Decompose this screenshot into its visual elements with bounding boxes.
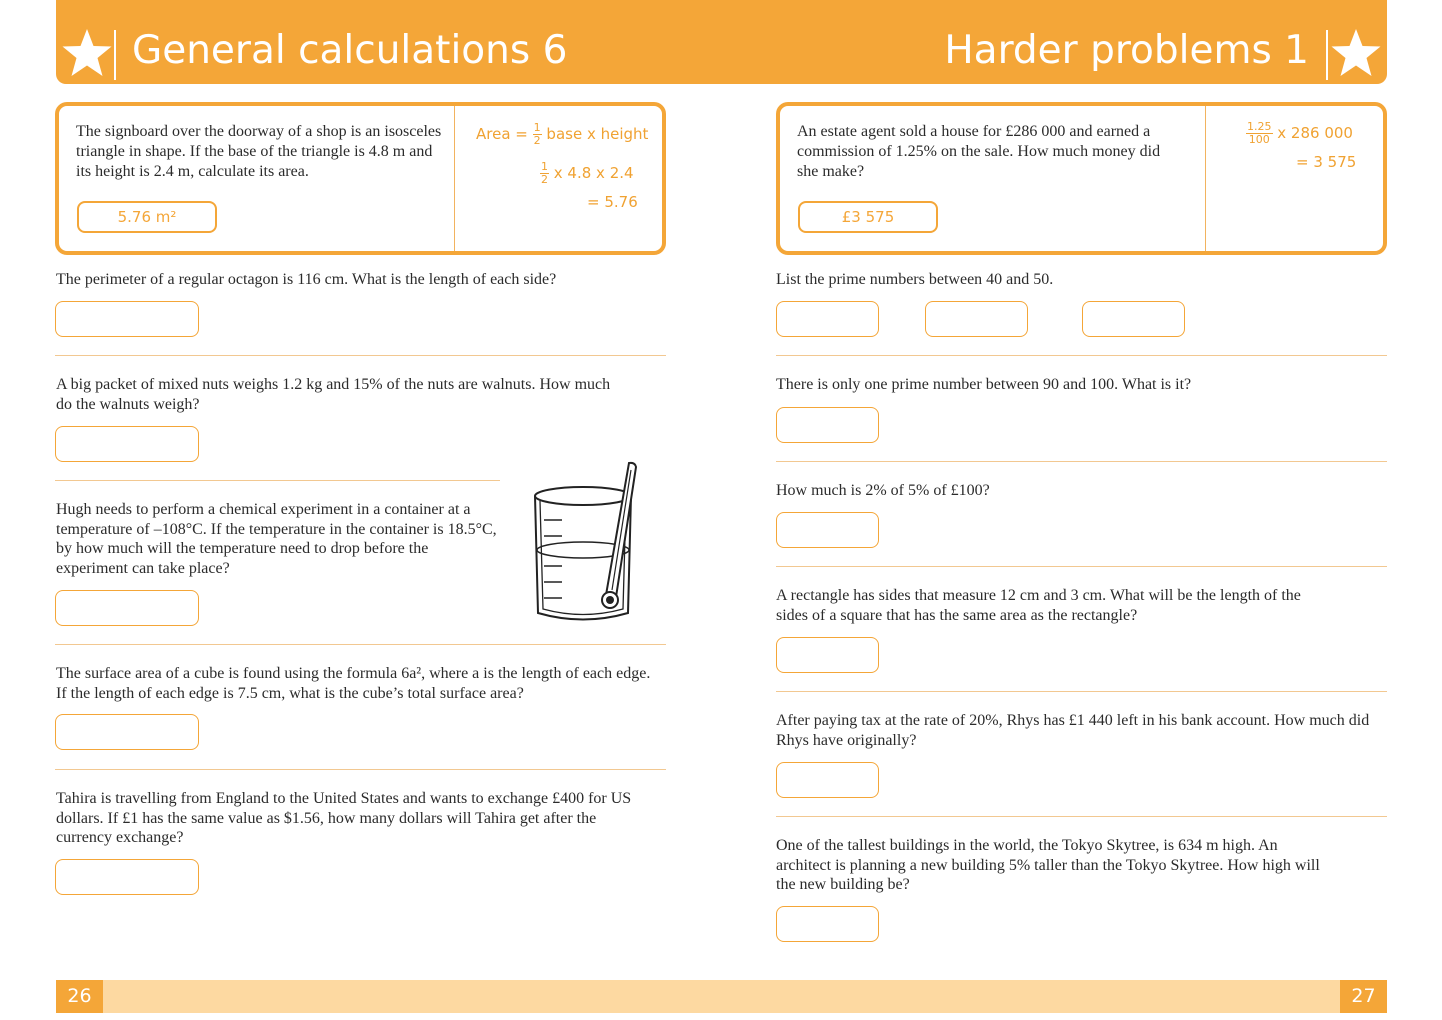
question-text: Hugh needs to perform a chemical experiment in a container at a temperature of –108°C. If the temperature in the container is 18.5°C, by how much will the temperature need to drop before the experiment can take place?	[56, 501, 497, 577]
question-text: There is only one prime number between 90 and 100. What is it?	[776, 376, 1192, 393]
divider	[55, 644, 666, 645]
answer-box[interactable]	[925, 301, 1028, 337]
divider	[776, 355, 1387, 356]
divider	[776, 691, 1387, 692]
question-text: Tahira is travelling from England to the United States and wants to exchange £400 for US dollars. If £1 has the same value as $1.56, how many dollars will Tahira get after the currency exchange?	[56, 790, 632, 846]
right-page-title: Harder problems 1	[944, 28, 1309, 73]
working-line-2	[540, 161, 634, 186]
working-line-1	[476, 122, 648, 147]
fraction-denominator: 100	[1248, 133, 1270, 146]
star-icon	[59, 26, 115, 82]
example-divider	[454, 106, 455, 251]
fraction-denominator: 2	[541, 173, 548, 186]
answer-box[interactable]	[55, 859, 199, 895]
question-text: List the prime numbers between 40 and 50.	[776, 271, 1054, 288]
answer-box[interactable]	[1082, 301, 1185, 337]
example-answer-box: 5.76 m²	[77, 201, 217, 233]
divider	[776, 566, 1387, 567]
answer-box[interactable]	[55, 714, 199, 750]
star-icon	[1328, 26, 1384, 82]
page-number-right: 27	[1340, 980, 1387, 1013]
answer-box[interactable]	[776, 906, 879, 942]
fraction-denominator: 2	[533, 134, 541, 147]
answer-box[interactable]	[776, 637, 879, 673]
fraction-numerator: 1	[533, 121, 541, 134]
fraction-numerator: 1	[541, 160, 548, 173]
question-text: One of the tallest buildings in the world, the Tokyo Skytree, is 634 m high. An architect is planning a new building 5% taller than the Tokyo Skytree. How high will the new building be?	[776, 837, 1320, 893]
fraction	[1246, 121, 1273, 146]
example-answer-box: £3 575	[798, 201, 938, 233]
divider	[776, 816, 1387, 817]
divider	[55, 355, 666, 356]
working-text: base x height	[546, 125, 649, 143]
working-text: x 286 000	[1277, 124, 1353, 142]
page-number-left: 26	[56, 980, 103, 1013]
example-question: An estate agent sold a house for £286 000 and earned a commission of 1.25% on the sale. How much money did she make?	[797, 123, 1161, 180]
question-text: After paying tax at the rate of 20%, Rhys has £1 440 left in his bank account. How much did Rhys have originally?	[776, 712, 1370, 749]
question-text: The perimeter of a regular octagon is 116 cm. What is the length of each side?	[56, 271, 557, 288]
left-page-title: General calculations 6	[132, 28, 568, 73]
answer-box[interactable]	[55, 426, 199, 462]
answer-box[interactable]	[55, 590, 199, 626]
fraction	[533, 122, 542, 147]
example-divider	[1205, 106, 1206, 251]
question-text: A big packet of mixed nuts weighs 1.2 kg and 15% of the nuts are walnuts. How much do the walnuts weigh?	[56, 376, 611, 413]
working-text: x 4.8 x 2.4	[553, 164, 634, 182]
beaker-thermometer-illustration	[528, 458, 648, 628]
answer-box[interactable]	[776, 512, 879, 548]
working-line-1	[1246, 121, 1353, 146]
working-text: Area =	[476, 125, 528, 143]
question-text: A rectangle has sides that measure 12 cm and 3 cm. What will be the length of the sides of a square that has the same area as the rectangle?	[776, 587, 1301, 624]
question-text: The surface area of a cube is found using the formula 6a², where a is the length of each edge. If the length of each edge is 7.5 cm, what is the cube’s total surface area?	[56, 665, 651, 702]
divider	[55, 769, 666, 770]
answer-box[interactable]	[55, 301, 199, 337]
fraction	[540, 161, 549, 186]
working-line-3: = 5.76	[587, 193, 638, 211]
answer-box[interactable]	[776, 407, 879, 443]
header-divider	[114, 30, 116, 80]
footer-bar	[56, 980, 1387, 1013]
answer-box[interactable]	[776, 301, 879, 337]
question-text: How much is 2% of 5% of £100?	[776, 482, 990, 499]
example-question: The signboard over the doorway of a shop is an isosceles triangle in shape. If the base of the triangle is 4.8 m and its height is 2.4 m, calculate its area.	[76, 123, 442, 180]
divider	[55, 480, 500, 481]
divider	[776, 461, 1387, 462]
fraction-numerator: 1.25	[1247, 120, 1272, 133]
working-line-2: = 3 575	[1296, 153, 1357, 171]
answer-box[interactable]	[776, 762, 879, 798]
